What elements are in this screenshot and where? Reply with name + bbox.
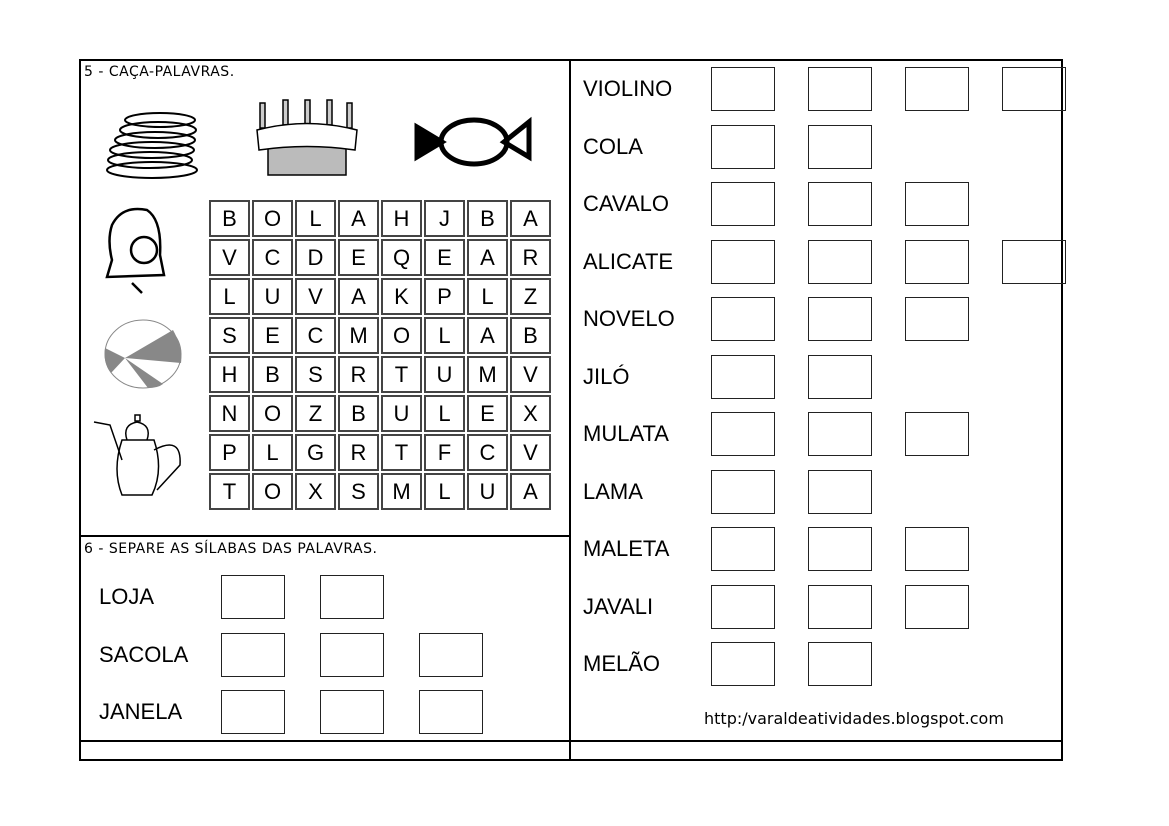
cake-icon [255,95,360,177]
grid-cell[interactable]: V [510,434,551,471]
grid-cell[interactable]: C [252,239,293,276]
grid-cell[interactable]: X [510,395,551,432]
syllable-word: MELÃO [583,651,661,676]
grid-cell[interactable]: P [209,434,250,471]
grid-cell[interactable]: C [467,434,508,471]
syllable-box[interactable] [905,67,969,111]
syllable-word: VIOLINO [583,76,673,101]
grid-cell[interactable]: F [424,434,465,471]
grid-cell[interactable]: A [510,200,551,237]
syllable-box[interactable] [905,412,969,456]
grid-cell[interactable]: V [295,278,336,315]
syllable-box[interactable] [808,527,872,571]
syllable-word: NOVELO [583,306,675,331]
grid-cell[interactable]: D [295,239,336,276]
grid-cell[interactable]: H [381,200,422,237]
source-url: http:/varaldeatividades.blogspot.com [704,709,1004,728]
syllable-box[interactable] [808,240,872,284]
grid-cell[interactable]: B [252,356,293,393]
grid-cell[interactable]: T [209,473,250,510]
grid-cell[interactable]: S [209,317,250,354]
grid-cell[interactable]: B [338,395,379,432]
syllable-box[interactable] [905,297,969,341]
section6-title: 6 - SEPARE AS SÍLABAS DAS PALAVRAS. [84,541,378,557]
grid-cell[interactable]: R [338,356,379,393]
grid-cell[interactable]: L [467,278,508,315]
syllable-box[interactable] [808,182,872,226]
syllable-box[interactable] [808,67,872,111]
syllable-box[interactable] [711,297,775,341]
syllable-box[interactable] [419,690,483,734]
syllable-word: MALETA [583,536,670,561]
grid-cell[interactable]: S [338,473,379,510]
grid-cell[interactable]: L [252,434,293,471]
syllable-box[interactable] [419,633,483,677]
syllable-box[interactable] [711,642,775,686]
grid-cell[interactable]: U [467,473,508,510]
grid-cell[interactable]: R [338,434,379,471]
grid-cell[interactable]: A [510,473,551,510]
syllable-box[interactable] [711,412,775,456]
grid-cell[interactable]: A [338,200,379,237]
grid-cell[interactable]: L [295,200,336,237]
grid-cell[interactable]: L [424,395,465,432]
syllable-box[interactable] [905,585,969,629]
grid-cell[interactable]: L [424,473,465,510]
grid-cell[interactable]: O [381,317,422,354]
grid-cell[interactable]: O [252,395,293,432]
grid-cell[interactable]: Z [295,395,336,432]
grid-cell[interactable]: M [338,317,379,354]
syllable-box[interactable] [221,690,285,734]
grid-cell[interactable]: E [424,239,465,276]
grid-cell[interactable]: E [467,395,508,432]
syllable-box[interactable] [711,585,775,629]
syllable-word: MULATA [583,421,669,446]
syllable-box[interactable] [808,125,872,169]
syllable-word: SACOLA [99,641,189,667]
grid-cell[interactable]: S [295,356,336,393]
syllable-word: LOJA [99,584,155,609]
teapot-icon [92,410,187,505]
syllable-box[interactable] [808,642,872,686]
grid-cell[interactable]: J [424,200,465,237]
syllable-box[interactable] [808,412,872,456]
grid-cell[interactable]: Z [510,278,551,315]
helmet-icon [102,205,172,295]
grid-cell[interactable]: M [381,473,422,510]
syllable-box[interactable] [221,633,285,677]
syllable-box[interactable] [808,470,872,514]
grid-cell[interactable]: B [209,200,250,237]
candy-icon [412,112,534,172]
syllable-word: JANELA [99,699,183,724]
grid-cell[interactable]: O [252,200,293,237]
grid-cell[interactable]: T [381,356,422,393]
grid-cell[interactable]: C [295,317,336,354]
grid-cell[interactable]: N [209,395,250,432]
column-divider [569,59,571,759]
grid-cell[interactable]: R [510,239,551,276]
section5-title: 5 - CAÇA-PALAVRAS. [84,64,235,80]
grid-cell[interactable]: A [467,239,508,276]
grid-cell[interactable]: L [424,317,465,354]
syllable-box[interactable] [1002,67,1066,111]
grid-cell[interactable]: T [381,434,422,471]
syllable-box[interactable] [905,240,969,284]
grid-cell[interactable]: U [381,395,422,432]
grid-cell[interactable]: L [209,278,250,315]
syllable-box[interactable] [320,690,384,734]
syllable-box[interactable] [905,182,969,226]
grid-cell[interactable]: A [338,278,379,315]
syllable-word: CAVALO [583,191,669,216]
word-search-grid [208,199,552,511]
syllable-word: JAVALI [583,593,654,619]
grid-cell[interactable]: V [209,239,250,276]
grid-cell[interactable]: Q [381,239,422,276]
syllable-box[interactable] [711,125,775,169]
syllable-word: LAMA [583,478,643,504]
grid-cell[interactable]: M [467,356,508,393]
syllable-box[interactable] [808,355,872,399]
syllable-box[interactable] [711,470,775,514]
grid-cell[interactable]: B [510,317,551,354]
spring-icon [100,108,205,183]
syllable-box[interactable] [711,67,775,111]
syllable-box[interactable] [711,527,775,571]
grid-cell[interactable]: K [381,278,422,315]
syllable-box[interactable] [320,633,384,677]
grid-cell[interactable]: U [424,356,465,393]
grid-cell[interactable]: A [467,317,508,354]
grid-cell[interactable]: O [252,473,293,510]
syllable-box[interactable] [1002,240,1066,284]
grid-cell[interactable]: G [295,434,336,471]
syllable-word: JILÓ [583,363,630,389]
syllable-box[interactable] [711,355,775,399]
syllable-box[interactable] [808,297,872,341]
syllable-box[interactable] [808,585,872,629]
syllable-box[interactable] [905,527,969,571]
syllable-box[interactable] [221,575,285,619]
syllable-word: ALICATE [583,248,674,274]
grid-cell[interactable]: E [338,239,379,276]
syllable-box[interactable] [320,575,384,619]
grid-cell[interactable]: B [467,200,508,237]
grid-cell[interactable]: X [295,473,336,510]
grid-cell[interactable]: E [252,317,293,354]
grid-cell[interactable]: U [252,278,293,315]
section-divider [79,535,570,537]
footer-divider [79,740,1061,742]
grid-cell[interactable]: P [424,278,465,315]
grid-cell[interactable]: H [209,356,250,393]
syllable-box[interactable] [711,182,775,226]
syllable-word: COLA [583,133,643,159]
grid-cell[interactable]: V [510,356,551,393]
syllable-box[interactable] [711,240,775,284]
ball-icon [103,318,183,390]
